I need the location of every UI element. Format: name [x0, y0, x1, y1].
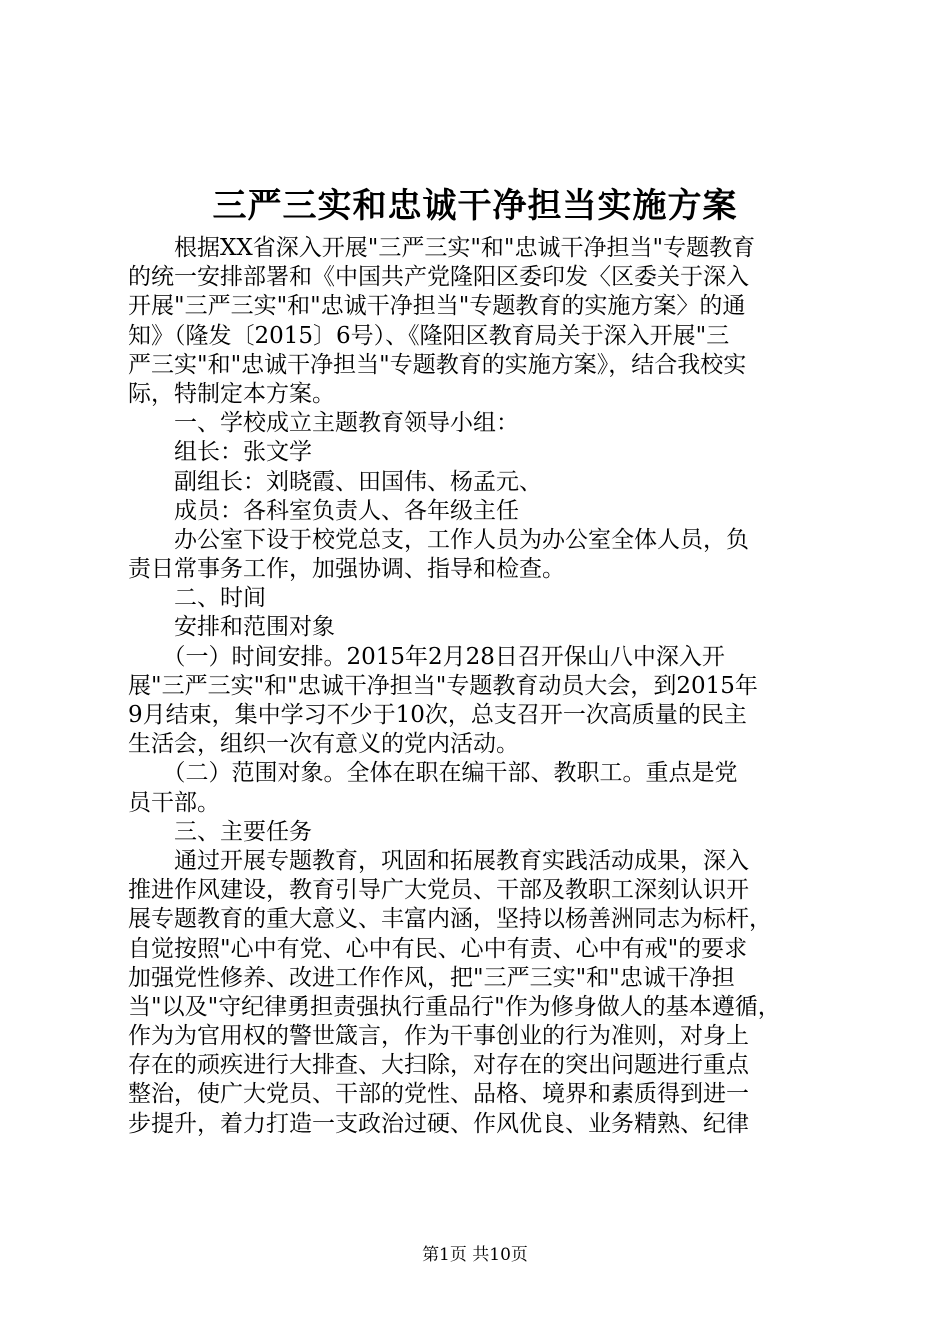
- document-title: 三严三实和忠诚干净担当实施方案: [212, 186, 738, 226]
- body-line: 开展"三严三实"和"忠诚干净担当"专题教育的实施方案〉的通: [128, 293, 746, 320]
- body-line: （一）时间安排。2015年2月28日召开保山八中深入开: [128, 643, 725, 670]
- body-line: 二、时间: [128, 585, 266, 612]
- body-line: 责日常事务工作，加强协调、指导和检查。: [128, 556, 565, 583]
- body-line: 整治，使广大党员、干部的党性、品格、境界和素质得到进一: [128, 1081, 749, 1108]
- body-line: 展专题教育的重大意义、丰富内涵，坚持以杨善洲同志为标杆，: [128, 906, 772, 933]
- body-line: 通过开展专题教育，巩固和拓展教育实践活动成果，深入: [128, 847, 749, 874]
- body-line: 副组长：刘晓霞、田国伟、杨孟元、: [128, 468, 542, 495]
- body-line: 9月结束，集中学习不少于10次，总支召开一次高质量的民主: [128, 702, 747, 728]
- body-line: 作为为官用权的警世箴言，作为干事创业的行为准则，对身上: [128, 1023, 749, 1050]
- body-line: 成员：各科室负责人、各年级主任: [128, 497, 519, 524]
- body-line: 的统一安排部署和《中国共产党隆阳区委印发〈区委关于深入: [128, 264, 749, 291]
- body-line: 办公室下设于校党总支，工作人员为办公室全体人员，负: [128, 526, 749, 553]
- body-line: 自觉按照"心中有党、心中有民、心中有责、心中有戒"的要求: [128, 935, 748, 962]
- body-line: 生活会，组织一次有意义的党内活动。: [128, 731, 519, 758]
- page-footer: 第1页 共10页: [422, 1245, 528, 1265]
- document-body: [128, 234, 834, 1139]
- body-line: 组长：张文学: [128, 439, 312, 466]
- body-line: 员干部。: [128, 789, 220, 816]
- body-line: 一、学校成立主题教育领导小组：: [128, 410, 519, 437]
- body-line: 存在的顽疾进行大排查、大扫除，对存在的突出问题进行重点: [128, 1052, 749, 1079]
- body-line: 步提升，着力打造一支政治过硬、作风优良、业务精熟、纪律: [128, 1110, 749, 1137]
- body-line: 严三实"和"忠诚干净担当"专题教育的实施方案》，结合我校实: [128, 351, 747, 378]
- body-line: 三、主要任务: [128, 818, 312, 845]
- body-line: 加强党性修养、改进工作作风，把"三严三实"和"忠诚干净担: [128, 964, 735, 991]
- body-line: 当"以及"守纪律勇担责强执行重品行"作为修身做人的基本遵循，: [128, 993, 781, 1020]
- body-line: 安排和范围对象: [128, 614, 335, 641]
- body-line: （二）范围对象。全体在职在编干部、教职工。重点是党: [128, 760, 738, 787]
- body-line: 知》（隆发〔2015〕6号）、《隆阳区教育局关于深入开展"三: [128, 322, 730, 349]
- body-line: 推进作风建设，教育引导广大党员、干部及教职工深刻认识开: [128, 877, 749, 904]
- body-line: 根据XX省深入开展"三严三实"和"忠诚干净担当"专题教育: [128, 235, 756, 261]
- body-line: 际，特制定本方案。: [128, 380, 335, 407]
- body-line: 展"三严三实"和"忠诚干净担当"专题教育动员大会，到2015年: [128, 672, 758, 699]
